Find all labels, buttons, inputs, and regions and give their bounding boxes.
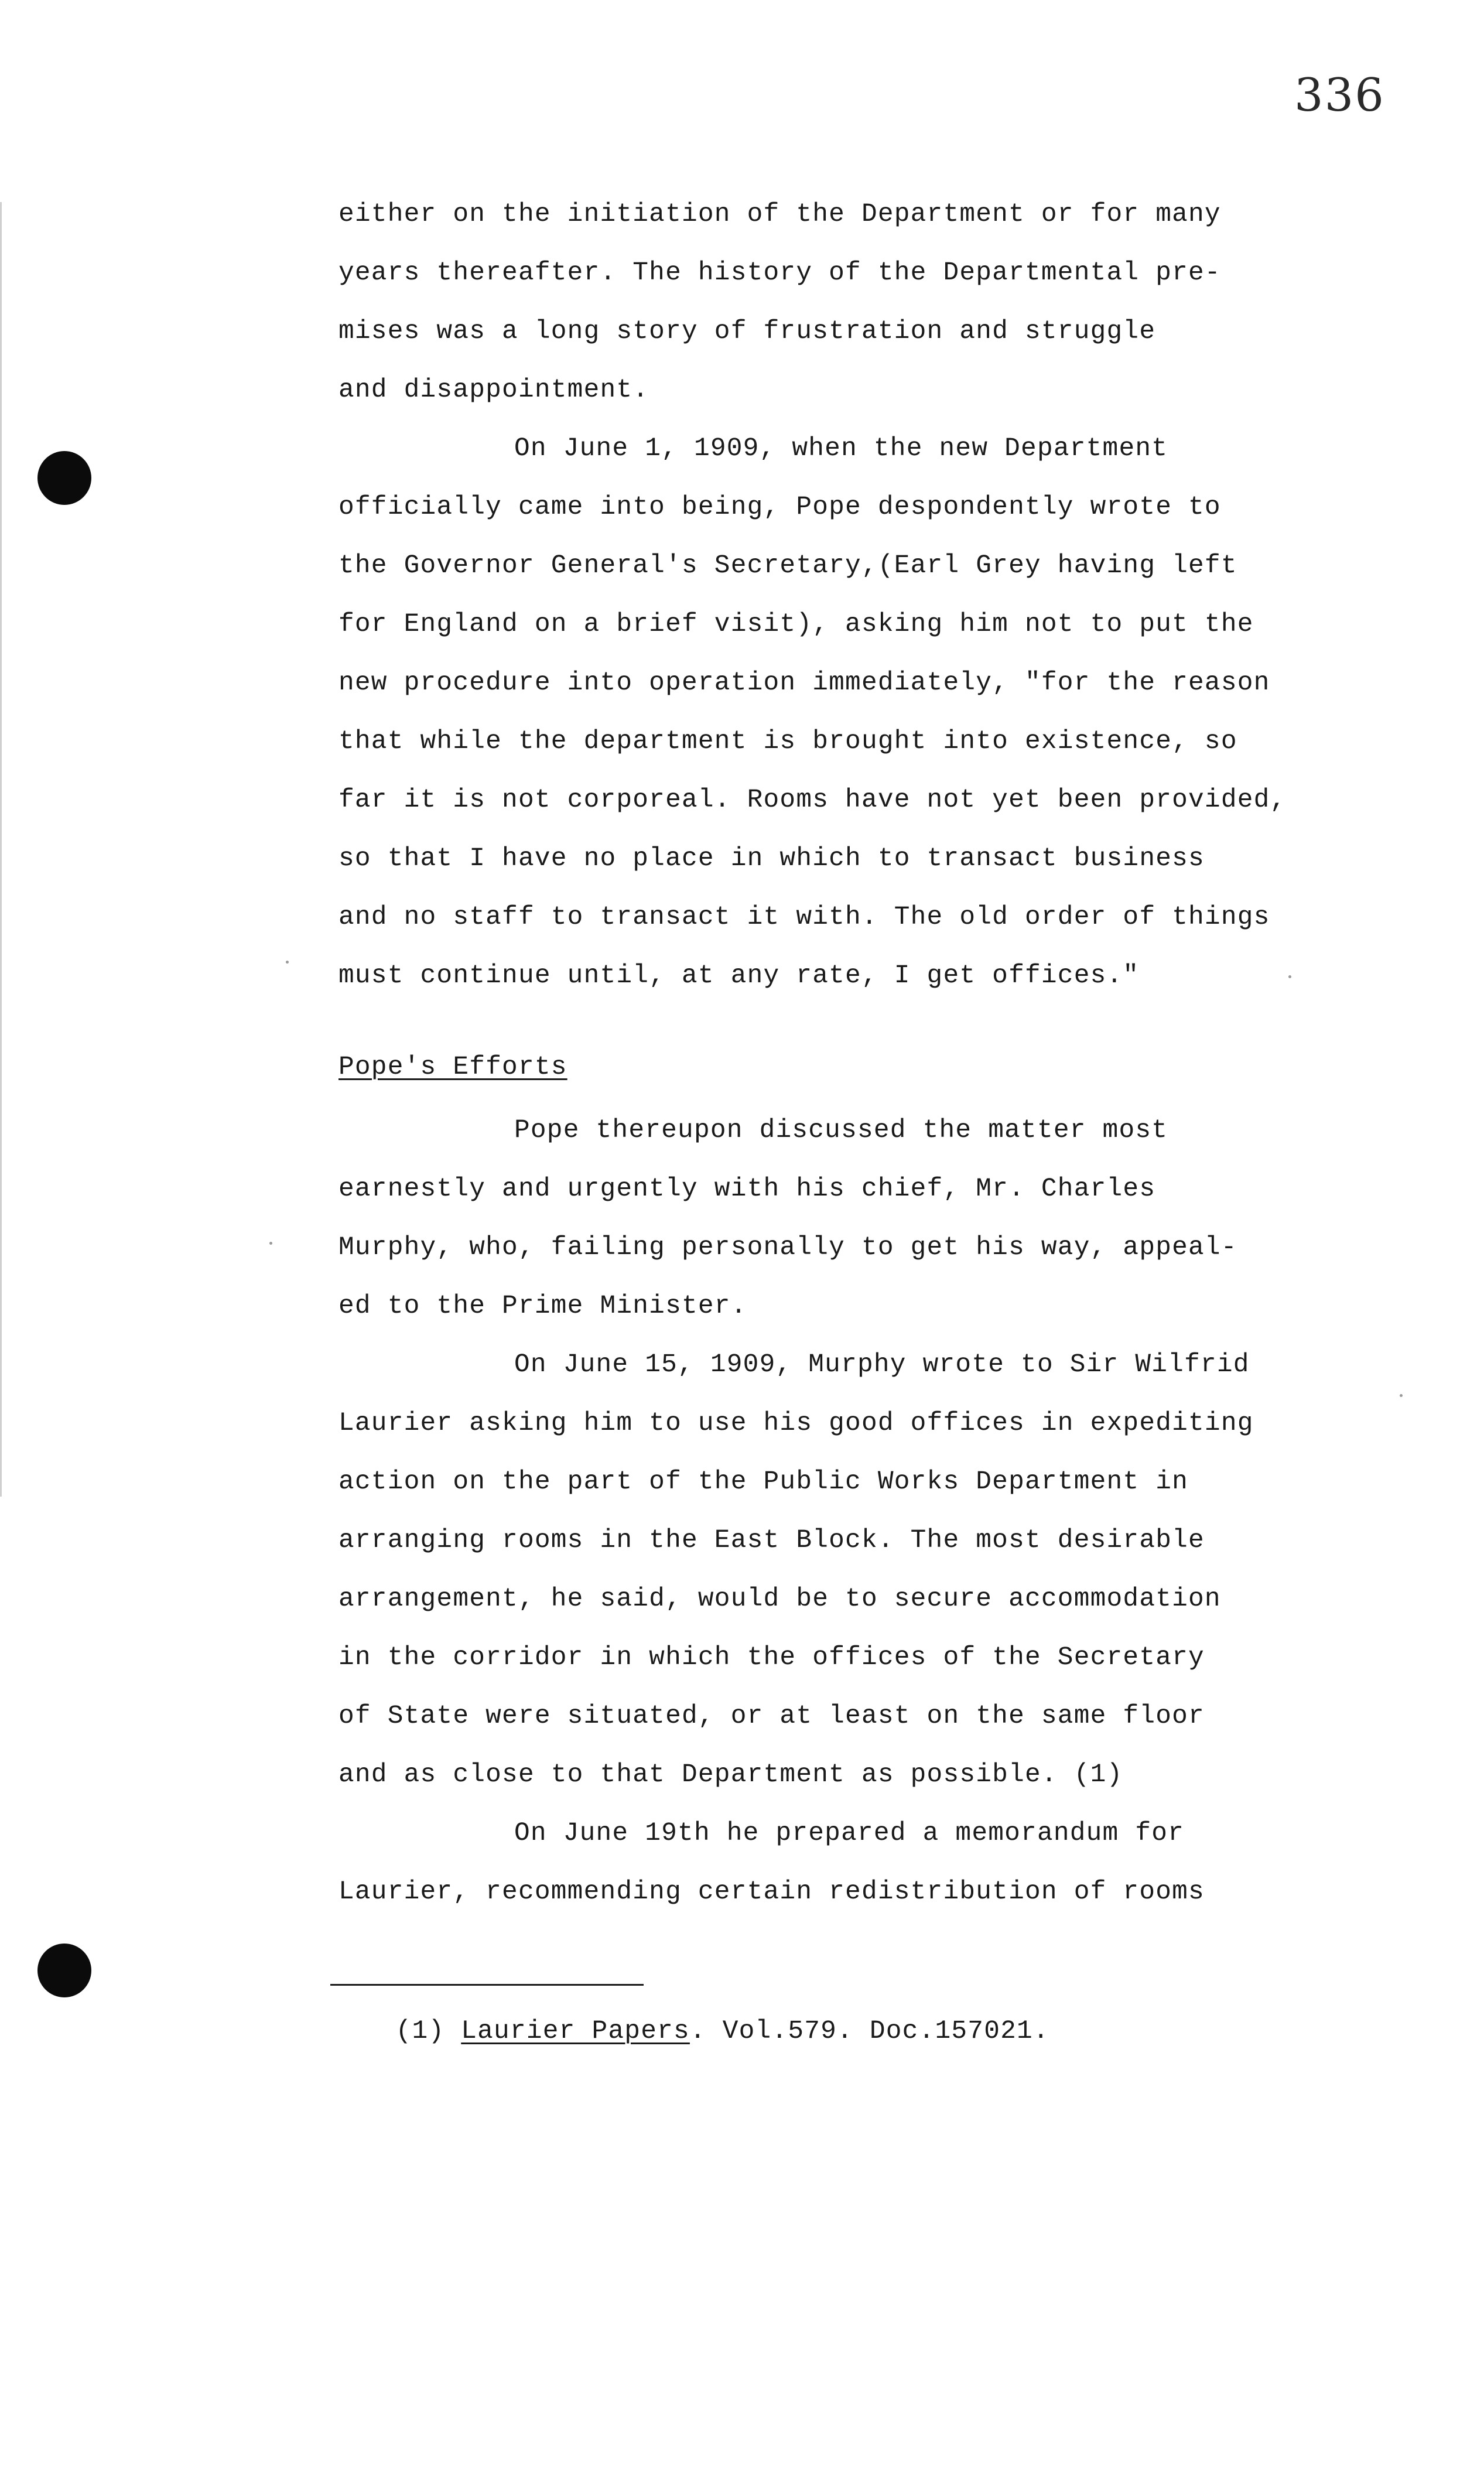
text-line: arrangement, he said, would be to secure accommodation xyxy=(338,1584,1221,1614)
scan-speck xyxy=(1400,1394,1403,1397)
text-line: action on the part of the Public Works Department in xyxy=(338,1467,1189,1497)
scan-speck xyxy=(269,1242,272,1245)
text-line: years thereafter. The history of the Departmental pre- xyxy=(338,258,1221,288)
text-line: On June 1, 1909, when the new Department xyxy=(514,434,1168,463)
section-heading: Pope's Efforts xyxy=(338,1053,567,1082)
text-line: for England on a brief visit), asking him not to put the xyxy=(338,610,1254,639)
body-text-block-2 xyxy=(338,1101,1369,1921)
footnote-marker: (1) xyxy=(395,2017,461,2046)
text-line: Pope thereupon discussed the matter most xyxy=(514,1116,1168,1145)
text-line: new procedure into operation immediately, "for the reason xyxy=(338,668,1270,698)
punch-hole-top xyxy=(37,451,91,505)
text-line: and no staff to transact it with. The old order of things xyxy=(338,903,1270,932)
footnote-reference: . Vol.579. Doc.157021. xyxy=(689,2017,1049,2046)
text-line: Laurier asking him to use his good offices in expediting xyxy=(338,1409,1254,1438)
text-line: must continue until, at any rate, I get offices." xyxy=(338,961,1140,991)
scan-speck xyxy=(286,961,289,964)
footnote-source-title: Laurier Papers xyxy=(461,2017,690,2046)
text-line: in the corridor in which the offices of the Secretary xyxy=(338,1643,1205,1672)
text-line: earnestly and urgently with his chief, Mr. Charles xyxy=(338,1174,1156,1204)
text-line: and as close to that Department as possible. (1) xyxy=(338,1760,1123,1789)
text-line: that while the department is brought into existence, so xyxy=(338,727,1237,756)
scan-margin-line xyxy=(0,202,2,1497)
punch-hole-bottom xyxy=(37,1944,91,1997)
text-line: On June 15, 1909, Murphy wrote to Sir Wilfrid xyxy=(514,1350,1250,1379)
footnote-rule xyxy=(330,1984,644,1986)
text-line: Murphy, who, failing personally to get his way, appeal- xyxy=(338,1233,1237,1262)
text-line: so that I have no place in which to transact business xyxy=(338,844,1205,873)
text-line: officially came into being, Pope despondently wrote to xyxy=(338,493,1221,522)
text-line: either on the initiation of the Department or for many xyxy=(338,200,1221,229)
page-number: 336 xyxy=(1294,69,1385,122)
body-text-block-1 xyxy=(338,185,1369,1005)
text-line: arranging rooms in the East Block. The most desirable xyxy=(338,1526,1205,1555)
text-line: far it is not corporeal. Rooms have not yet been provided, xyxy=(338,785,1287,815)
footnote xyxy=(330,1987,1049,2075)
text-line: ed to the Prime Minister. xyxy=(338,1292,747,1321)
text-line: Laurier, recommending certain redistribution of rooms xyxy=(338,1877,1205,1907)
text-line: and disappointment. xyxy=(338,375,649,405)
text-line: On June 19th he prepared a memorandum for xyxy=(514,1819,1185,1848)
text-line: the Governor General's Secretary,(Earl Grey having left xyxy=(338,551,1237,580)
text-line: mises was a long story of frustration and struggle xyxy=(338,317,1156,346)
text-line: of State were situated, or at least on the same floor xyxy=(338,1702,1205,1731)
